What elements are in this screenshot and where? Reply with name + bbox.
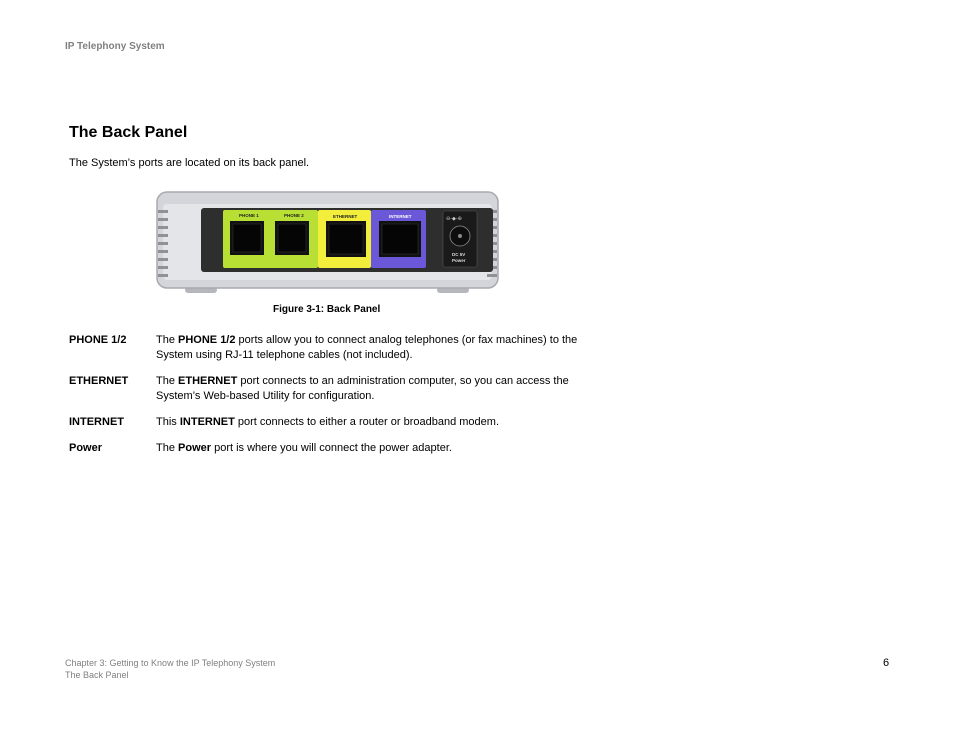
phone1-port-label: PHONE 1 (239, 213, 259, 218)
vent-slots-left (158, 210, 168, 277)
figure-caption: Figure 3-1: Back Panel (273, 304, 381, 315)
definition-description: The PHONE 1/2 ports allow you to connect analog telephones (or fax machines) to the System using RJ-11 telephone cables (not included). (156, 334, 578, 361)
running-header: IP Telephony System (65, 41, 165, 52)
definition-description: The ETHERNET port connects to an administration computer, so you can access the System’s Web-based Utility for configuration. (156, 375, 569, 402)
definition-term: ETHERNET (69, 375, 129, 387)
footer-chapter: Chapter 3: Getting to Know the IP Telephony System (65, 658, 276, 668)
page-number: 6 (883, 657, 890, 669)
definition-term: INTERNET (69, 416, 124, 428)
definition-term: Power (69, 442, 103, 454)
definition-description: The Power port is where you will connect the power adapter. (156, 442, 452, 454)
phone2-port-label: PHONE 2 (284, 213, 304, 218)
definition-term: PHONE 1/2 (69, 334, 127, 346)
polarity-icon: ⊖-◆-⊕ (446, 216, 462, 222)
footer-section: The Back Panel (65, 670, 129, 680)
ethernet-port-label: ETHERNET (333, 214, 358, 219)
back-panel-illustration (155, 190, 500, 296)
footer (65, 657, 275, 681)
back-panel-figure (155, 190, 500, 296)
definition-description: This INTERNET port connects to either a router or broadband modem. (156, 416, 499, 428)
power-label-voltage: DC 5V (452, 252, 466, 257)
power-label: Power (452, 258, 466, 263)
section-title: The Back Panel (69, 124, 188, 141)
intro-paragraph: The System’s ports are located on its back panel. (69, 157, 310, 169)
internet-port-label: INTERNET (389, 214, 412, 219)
